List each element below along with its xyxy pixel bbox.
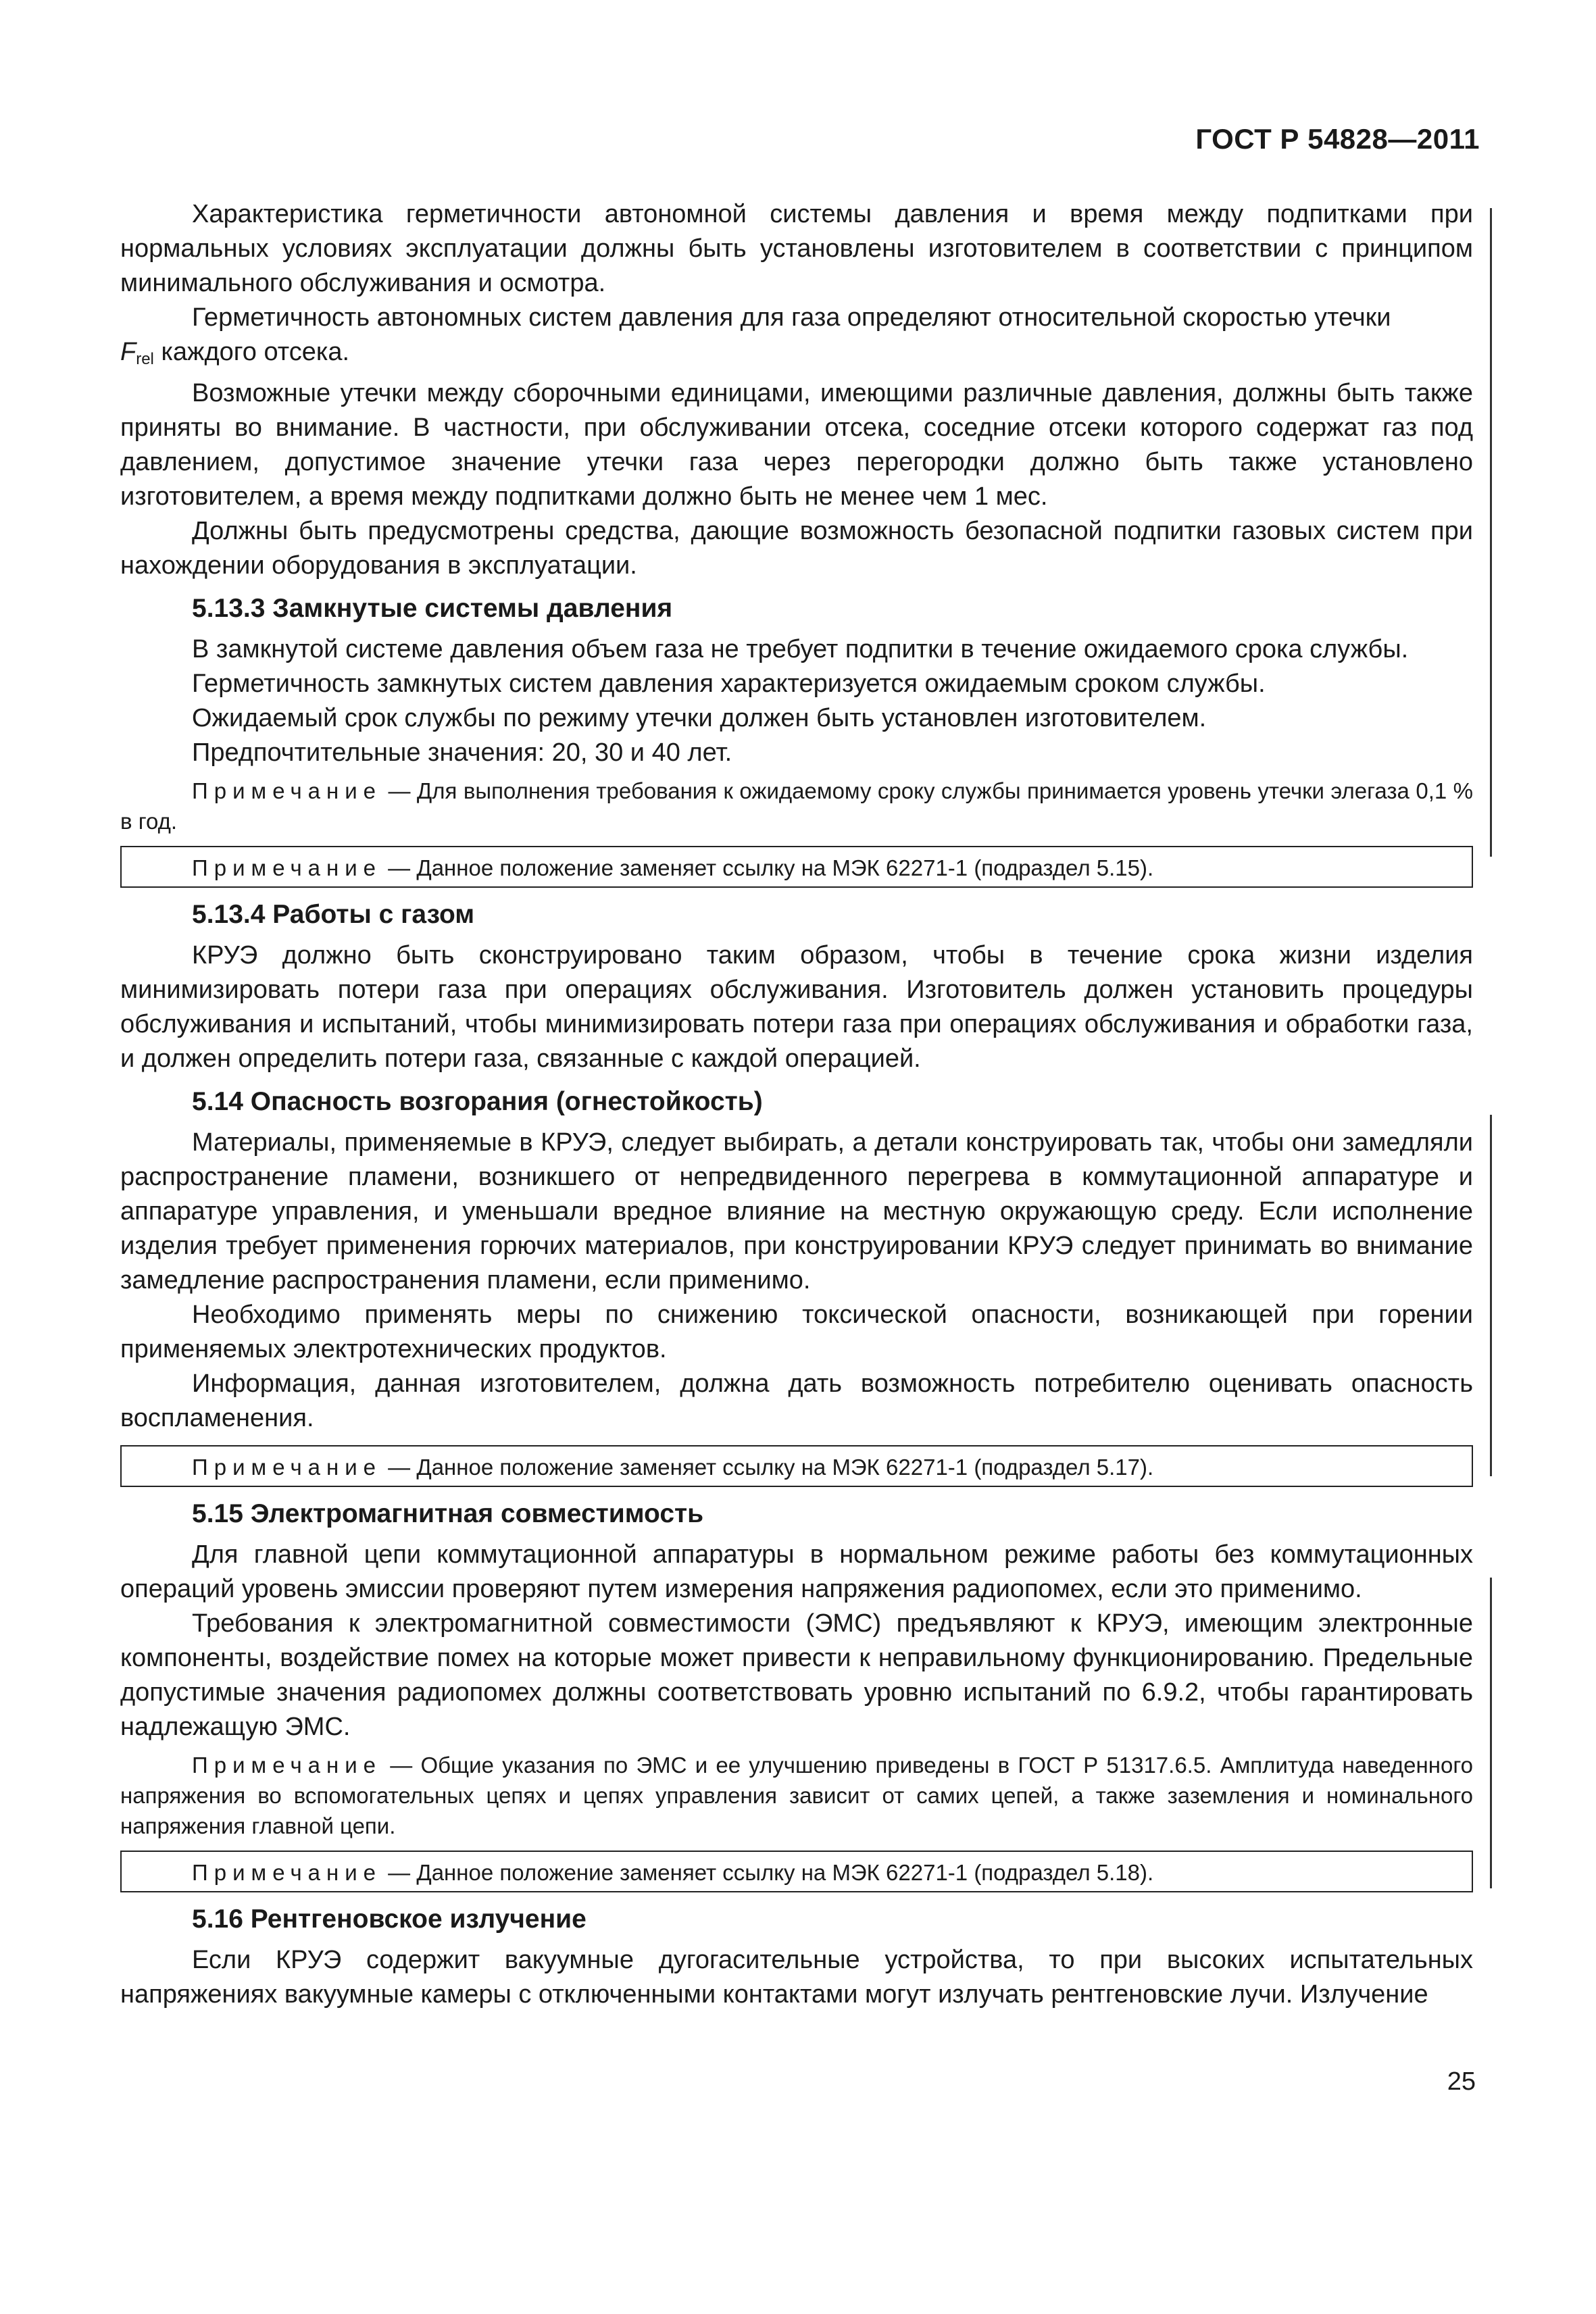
paragraph: Требования к электромагнитной совместимости (ЭМС) предъявляют к КРУЭ, имеющим электронные компоненты, воздействие помех на которые может привести к неправильному функционированию. Предельные допустимые значения радиопомех должны соответствовать уровню испытаний по 6.9.2, чтобы гарантировать надлежащую ЭМС. [120,1609,1473,1741]
paragraph: Материалы, применяемые в КРУЭ, следует выбирать, а детали конструировать так, чтобы они замедляли распространение пламени, возникшего от непредвиденного перегрева в коммутационной аппаратуре и аппаратуре управления, и уменьшали вредное влияние на местную окружающую среду. Если исполнение изделия требует применения горючих материалов, при конструировании КРУЭ следует принимать во внимание замедление распространения пламени, если применимо. [120,1128,1473,1294]
paragraph: Характеристика герметичности автономной системы давления и время между подпитками при нормальных условиях эксплуатации должны быть установлены изготовителем в соответствии с принципом минимального обслуживания и осмотра. [120,200,1473,297]
paragraph: Герметичность замкнутых систем давления характеризуется ожидаемым сроком службы. [192,670,1266,698]
change-bar [1490,1115,1492,1476]
main-content [120,197,1473,2012]
paragraph: Информация, данная изготовителем, должна дать возможность потребителю оценивать опасность воспламенения. [120,1369,1473,1432]
paragraph: В замкнутой системе давления объем газа не требует подпитки в течение ожидаемого срока службы. [192,635,1409,663]
section-heading: 5.13.4 Работы с газом [192,900,475,929]
note: Примечание — Для выполнения требования к ожидаемому сроку службы принимается уровень утечки элегаза 0,1 % в год. [120,778,1473,834]
paragraph: КРУЭ должно быть сконструировано таким образом, чтобы в течение срока жизни изделия минимизировать потери газа при операциях обслуживания. Изготовитель должен установить процедуры обслуживания и испытаний, чтобы минимизировать потери газа при операциях обслуживания и обработки газа, и должен определить потери газа, связанные с каждой операцией. [120,941,1473,1073]
paragraph: Предпочтительные значения: 20, 30 и 40 лет. [192,738,732,767]
change-bar [1490,1578,1492,1888]
section-heading: 5.13.3 Замкнутые системы давления [192,594,673,623]
paragraph: Герметичность автономных систем давления для газа определяют относительной скоростью утечки $F_{rel}$ каждого отсека. [120,303,1391,368]
note: Примечание — Общие указания по ЭМС и ее улучшению приведены в ГОСТ Р 51317.6.5. Амплитуда наведенного напряжения во вспомогательных цепях и цепях управления зависит от самих цепей, а также заземления и номинального напряжения главной цепи. [120,1753,1473,1838]
note-box: Примечание — Данное положение заменяет ссылку на МЭК 62271-1 (подраздел 5.15). [120,846,1473,888]
paragraph: Возможные утечки между сборочными единицами, имеющими различные давления, должны быть также приняты во внимание. В частности, при обслуживании отсека, соседние отсеки которого содержат газ под давлением, допустимое значение утечки газа через перегородки должно быть также установлено изготовителем, а время между подпитками должно быть не менее чем 1 мес. [120,379,1473,511]
paragraph: Для главной цепи коммутационной аппаратуры в нормальном режиме работы без коммутационных операций уровень эмиссии проверяют путем измерения напряжения радиопомех, если это применимо. [120,1540,1473,1603]
paragraph: Должны быть предусмотрены средства, дающие возможность безопасной подпитки газовых систем при нахождении оборудования в эксплуатации. [120,517,1473,580]
note-box: Примечание — Данное положение заменяет ссылку на МЭК 62271-1 (подраздел 5.17). [120,1445,1473,1487]
section-heading: 5.16 Рентгеновское излучение [192,1905,587,1934]
paragraph: Если КРУЭ содержит вакуумные дугогасительные устройства, то при высоких испытательных напряжениях вакуумные камеры с отключенными контактами могут излучать рентгеновские лучи. Излучение [120,1946,1473,2009]
section-heading: 5.15 Электромагнитная совместимость [192,1499,704,1528]
document-header: ГОСТ Р 54828—2011 [1195,123,1480,155]
note-box: Примечание — Данное положение заменяет ссылку на МЭК 62271-1 (подраздел 5.18). [120,1851,1473,1892]
change-bar [1490,208,1492,857]
page-number: 25 [1447,2067,1476,2096]
paragraph: Ожидаемый срок службы по режиму утечки должен быть установлен изготовителем. [192,704,1207,732]
paragraph: Необходимо применять меры по снижению токсической опасности, возникающей при горении применяемых электротехнических продуктов. [120,1301,1473,1363]
section-heading: 5.14 Опасность возгорания (огнестойкость) [192,1087,763,1116]
